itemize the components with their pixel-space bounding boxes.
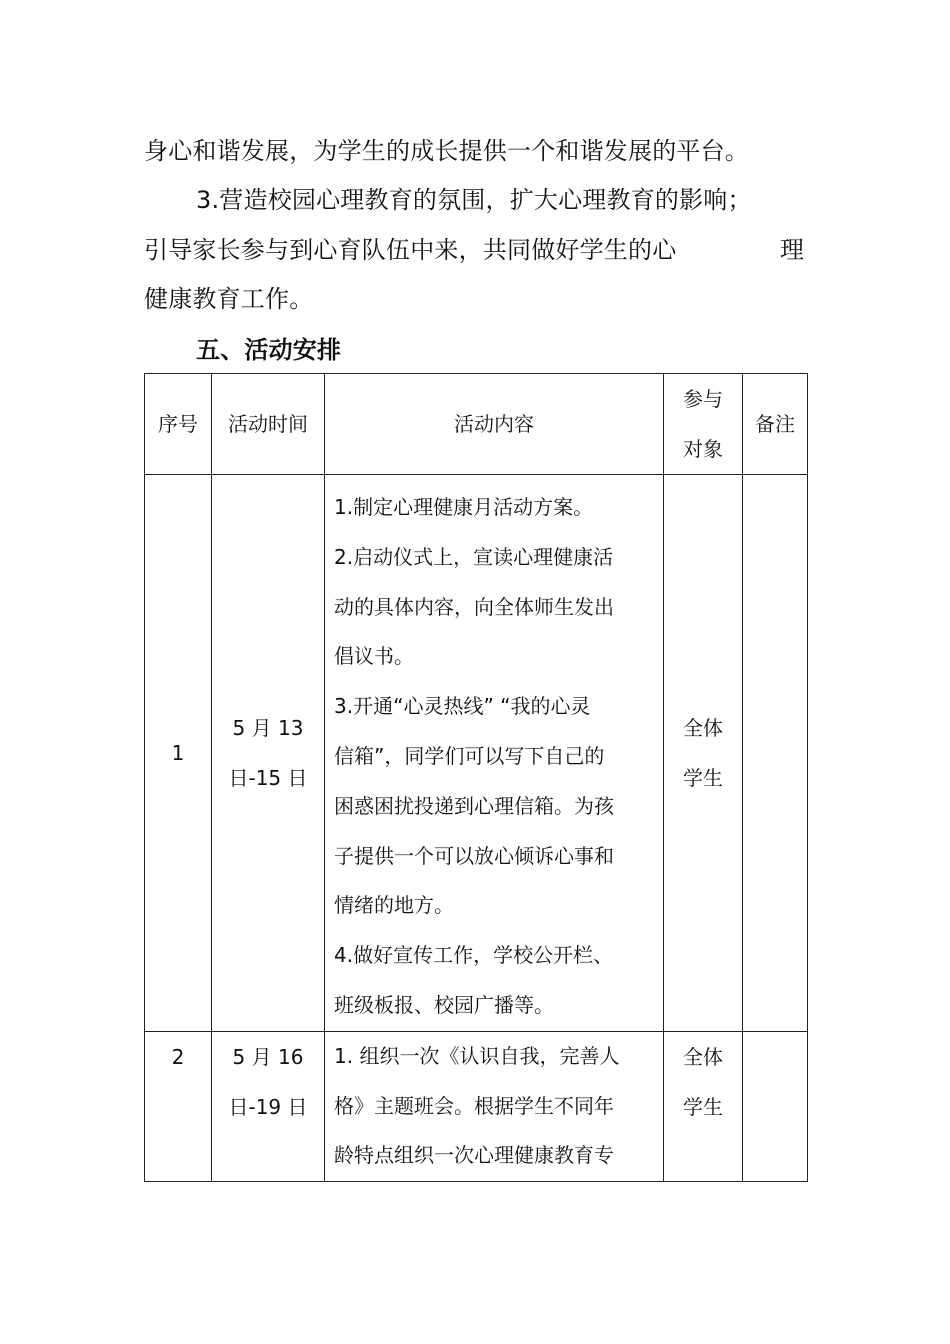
header-time: 活动时间 bbox=[212, 374, 325, 475]
content-line: 班级板报、校园广播等。 bbox=[334, 992, 554, 1017]
header-content: 活动内容 bbox=[325, 374, 664, 475]
row-content bbox=[325, 475, 664, 1032]
row-target-line: 学生 bbox=[683, 1094, 723, 1119]
paragraph-line bbox=[144, 234, 676, 266]
section-heading: 五、活动安排 bbox=[196, 336, 342, 364]
row-time-line: 5 月 13 bbox=[232, 715, 304, 740]
content-line: 1. 组织一次《认识自我，完善人 bbox=[334, 1043, 620, 1068]
paragraph-line: 3.营造校园心理教育的氛围，扩大心理教育的影响； bbox=[196, 186, 752, 214]
row-target bbox=[664, 1031, 743, 1181]
row-time-line: 日-15 日 bbox=[228, 765, 308, 790]
content-line: 困惑困扰投递到心理信箱。为孩 bbox=[334, 793, 614, 818]
row-content bbox=[325, 1031, 664, 1181]
paragraph-line: 健康教育工作。 bbox=[144, 285, 314, 313]
row-time bbox=[212, 1031, 325, 1181]
paragraph-line: 身心和谐发展，为学生的成长提供一个和谐发展的平台。 bbox=[144, 137, 749, 165]
paragraph-text: 理 bbox=[780, 236, 805, 264]
table-row bbox=[145, 1031, 808, 1181]
paragraph-text: 引导家长参与到心育队伍中来，共同做好学生的心 bbox=[144, 236, 677, 264]
header-target-line: 参与 bbox=[683, 387, 723, 411]
content-line: 信箱”，同学们可以写下自己的 bbox=[334, 743, 605, 768]
row-target-line: 学生 bbox=[683, 765, 723, 790]
header-target bbox=[664, 374, 743, 475]
row-time-line: 5 月 16 bbox=[232, 1044, 304, 1069]
header-note: 备注 bbox=[743, 374, 808, 475]
content-line: 2.启动仪式上，宣读心理健康活 bbox=[334, 544, 614, 569]
content-line: 动的具体内容，向全体师生发出 bbox=[334, 594, 614, 619]
content-line: 子提供一个可以放心倾诉心事和 bbox=[334, 843, 614, 868]
row-target-line: 全体 bbox=[683, 715, 723, 740]
row-target bbox=[664, 475, 743, 1032]
row-target-line: 全体 bbox=[683, 1044, 723, 1069]
content-line: 倡议书。 bbox=[334, 644, 414, 669]
header-number: 序号 bbox=[145, 374, 212, 475]
content-line: 3.开通“心灵热线” “我的心灵 bbox=[334, 694, 591, 719]
row-time bbox=[212, 475, 325, 1032]
content-line: 龄特点组织一次心理健康教育专 bbox=[334, 1143, 614, 1168]
content-line: 格》主题班会。根据学生不同年 bbox=[334, 1093, 614, 1118]
content-line: 4.做好宣传工作，学校公开栏、 bbox=[334, 943, 614, 968]
row-note bbox=[743, 475, 808, 1032]
row-number: 1 bbox=[145, 475, 212, 1032]
table-header-row bbox=[145, 374, 808, 475]
header-target-line: 对象 bbox=[683, 437, 723, 461]
table-row bbox=[145, 475, 808, 1032]
row-note bbox=[743, 1031, 808, 1181]
row-number: 2 bbox=[145, 1031, 212, 1181]
row-time-line: 日-19 日 bbox=[228, 1094, 308, 1119]
activity-table bbox=[144, 373, 808, 1182]
content-line: 情绪的地方。 bbox=[334, 893, 454, 918]
content-line: 1.制定心理健康月活动方案。 bbox=[334, 495, 594, 519]
